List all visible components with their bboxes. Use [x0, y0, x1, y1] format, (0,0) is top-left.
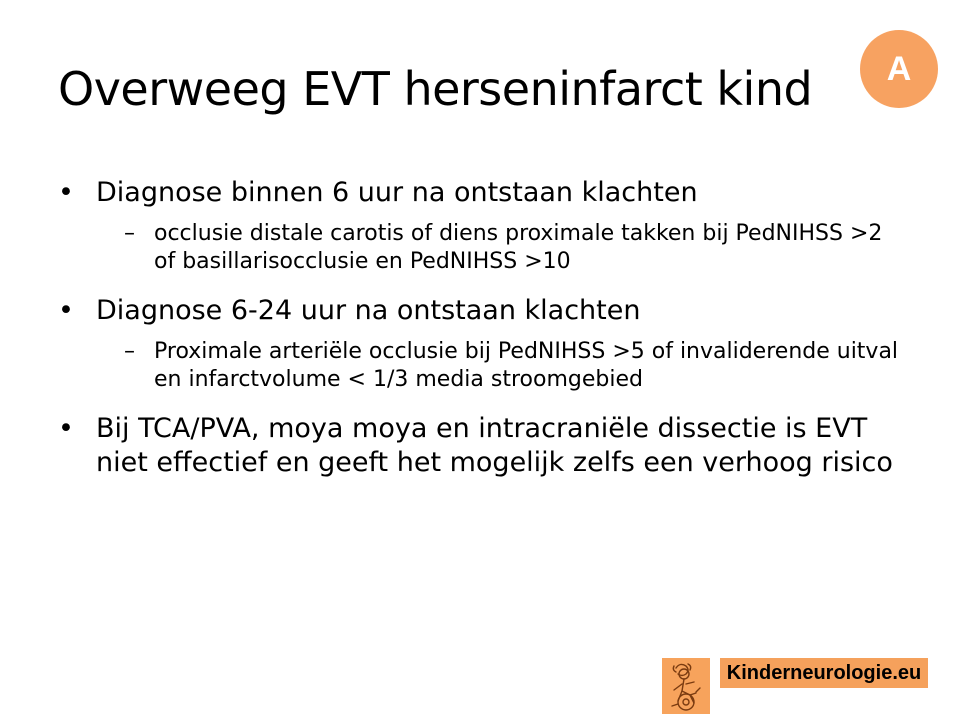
bullet-text: Diagnose binnen 6 uur na ontstaan klachten [96, 177, 698, 208]
bullet-item [58, 412, 908, 480]
bullet-item [58, 294, 908, 328]
logo-figure-icon [662, 658, 710, 714]
bullet-marker: • [58, 177, 74, 208]
level-badge: A [860, 30, 938, 108]
sub-bullet-marker: – [124, 221, 135, 246]
bullet-marker: • [58, 295, 74, 326]
slide-title: Overweeg EVT herseninfarct kind [58, 62, 813, 116]
slide-content [58, 176, 908, 480]
sub-bullet-item [124, 220, 908, 276]
bullet-item [58, 176, 908, 210]
sub-bullet-marker: – [124, 339, 135, 364]
sub-bullet-text: Proximale arteriële occlusie bij PedNIHSS >5 of invaliderende uitval en infarctvolume < 1/3 media stroomgebied [154, 339, 899, 392]
bullet-text: Diagnose 6-24 uur na ontstaan klachten [96, 295, 641, 326]
sub-bullet-text: occlusie distale carotis of diens proximale takken bij PedNIHSS >2 of basillarisocclusie en PedNIHSS >10 [154, 221, 883, 274]
bullet-text: Bij TCA/PVA, moya moya en intracraniële dissectie is EVT niet effectief en geeft het mogelijk zelfs een verhoog risico [96, 413, 893, 478]
bullet-marker: • [58, 413, 74, 444]
sub-bullet-item [124, 338, 908, 394]
kinderneurologie-logo-icon [662, 658, 710, 714]
footer-brand: Kinderneurologie.eu [720, 658, 928, 688]
